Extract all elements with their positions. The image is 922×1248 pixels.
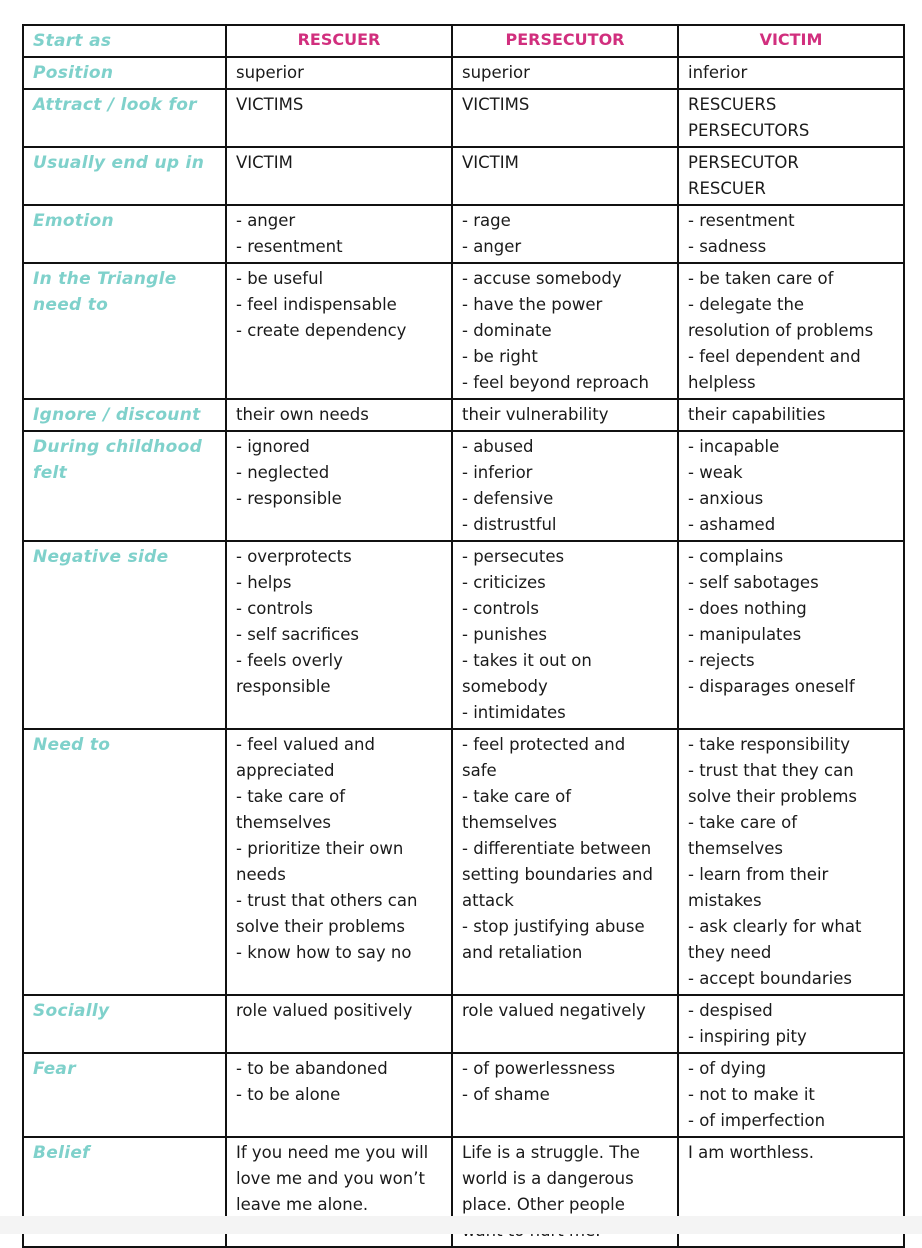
- drama-triangle-table: [22, 24, 905, 1248]
- page-bottom-margin: [0, 1216, 922, 1234]
- cell-line: VICTIM: [462, 153, 519, 172]
- cell-line: - to be alone: [236, 1085, 341, 1104]
- cell-line: superior: [462, 63, 530, 82]
- drama-triangle-document: [22, 24, 903, 1248]
- cell-line: - inferior: [462, 463, 533, 482]
- cell-rescuer: [226, 399, 452, 431]
- cell-rescuer: [226, 263, 452, 399]
- cell-line: - despised: [688, 1001, 773, 1020]
- column-header-rescuer: RESCUER: [226, 25, 452, 57]
- cell-line: - be right: [462, 347, 538, 366]
- cell-line: needs: [236, 865, 286, 884]
- cell-victim: [678, 541, 904, 729]
- cell-victim: [678, 89, 904, 147]
- cell-victim: [678, 1053, 904, 1137]
- corner-label: Start as: [23, 25, 226, 57]
- cell-victim: [678, 995, 904, 1053]
- cell-line: their vulnerability: [462, 405, 609, 424]
- cell-line: - dominate: [462, 321, 552, 340]
- cell-line: - trust that others can: [236, 891, 418, 910]
- cell-line: their capabilities: [688, 405, 826, 424]
- cell-line: their own needs: [236, 405, 369, 424]
- cell-persecutor: [452, 263, 678, 399]
- column-header-persecutor: PERSECUTOR: [452, 25, 678, 57]
- cell-line: - of shame: [462, 1085, 550, 1104]
- cell-persecutor: [452, 89, 678, 147]
- cell-line: RESCUERS: [688, 95, 777, 114]
- cell-line: role valued positively: [236, 1001, 413, 1020]
- cell-line: - feels overly: [236, 651, 343, 670]
- cell-line: - accept boundaries: [688, 969, 852, 988]
- cell-line: - self sabotages: [688, 573, 819, 592]
- cell-line: - resentment: [236, 237, 343, 256]
- row-label-line: Ignore / discount: [33, 405, 201, 425]
- cell-line: - have the power: [462, 295, 603, 314]
- table-row: [23, 89, 904, 147]
- row-label-line: Negative side: [33, 547, 169, 567]
- cell-line: solve their problems: [236, 917, 405, 936]
- cell-line: - helps: [236, 573, 292, 592]
- row-label: [23, 263, 226, 399]
- cell-line: VICTIMS: [462, 95, 530, 114]
- cell-line: - delegate the: [688, 295, 805, 314]
- cell-line: - inspiring pity: [688, 1027, 807, 1046]
- cell-line: I am worthless.: [688, 1143, 815, 1162]
- row-label: [23, 431, 226, 541]
- cell-line: - controls: [462, 599, 539, 618]
- row-label-line: Fear: [33, 1059, 76, 1079]
- cell-rescuer: [226, 729, 452, 995]
- cell-line: - anger: [462, 237, 522, 256]
- cell-victim: [678, 57, 904, 89]
- row-label-line: Usually end up in: [33, 153, 205, 173]
- row-label: [23, 57, 226, 89]
- cell-line: - controls: [236, 599, 313, 618]
- row-label: [23, 1053, 226, 1137]
- cell-line: - not to make it: [688, 1085, 815, 1104]
- table-row: [23, 263, 904, 399]
- cell-victim: [678, 431, 904, 541]
- cell-persecutor: [452, 541, 678, 729]
- cell-line: - complains: [688, 547, 784, 566]
- cell-line: - punishes: [462, 625, 547, 644]
- cell-line: - defensive: [462, 489, 554, 508]
- cell-line: love me and you won’t: [236, 1169, 425, 1188]
- cell-line: RESCUER: [688, 179, 766, 198]
- cell-line: - anger: [236, 211, 296, 230]
- table-row: [23, 57, 904, 89]
- cell-line: - distrustful: [462, 515, 557, 534]
- cell-line: helpless: [688, 373, 756, 392]
- cell-line: - take care of: [236, 787, 346, 806]
- row-label: [23, 147, 226, 205]
- row-label-line: During childhood: [33, 437, 203, 457]
- cell-line: - weak: [688, 463, 743, 482]
- column-header-victim: VICTIM: [678, 25, 904, 57]
- row-label: [23, 89, 226, 147]
- header-row: [23, 25, 904, 57]
- cell-line: - trust that they can: [688, 761, 854, 780]
- cell-line: - manipulates: [688, 625, 802, 644]
- cell-line: role valued negatively: [462, 1001, 646, 1020]
- cell-line: - resentment: [688, 211, 795, 230]
- cell-line: - rejects: [688, 651, 755, 670]
- cell-line: - overprotects: [236, 547, 352, 566]
- cell-line: - ignored: [236, 437, 310, 456]
- cell-line: - feel beyond reproach: [462, 373, 650, 392]
- table-row: [23, 147, 904, 205]
- table-row: [23, 729, 904, 995]
- cell-line: - of imperfection: [688, 1111, 826, 1130]
- cell-line: they need: [688, 943, 772, 962]
- cell-line: - ashamed: [688, 515, 776, 534]
- cell-line: safe: [462, 761, 497, 780]
- cell-rescuer: [226, 89, 452, 147]
- row-label: [23, 205, 226, 263]
- cell-line: - responsible: [236, 489, 342, 508]
- table-body: [23, 25, 904, 1247]
- cell-line: - be useful: [236, 269, 324, 288]
- row-label-line: Emotion: [33, 211, 114, 231]
- cell-line: - disparages oneself: [688, 677, 855, 696]
- cell-rescuer: [226, 147, 452, 205]
- cell-line: themselves: [462, 813, 557, 832]
- table-row: [23, 1053, 904, 1137]
- cell-line: PERSECUTOR: [688, 153, 799, 172]
- row-label: [23, 995, 226, 1053]
- cell-line: Life is a struggle. The: [462, 1143, 640, 1162]
- row-label-line: Belief: [33, 1143, 90, 1163]
- cell-line: themselves: [688, 839, 783, 858]
- cell-rescuer: [226, 1053, 452, 1137]
- cell-line: - accuse somebody: [462, 269, 622, 288]
- cell-line: - rage: [462, 211, 511, 230]
- cell-line: - feel protected and: [462, 735, 626, 754]
- row-label-line: Attract / look for: [33, 95, 197, 115]
- cell-line: - of powerlessness: [462, 1059, 616, 1078]
- cell-persecutor: [452, 399, 678, 431]
- cell-line: - sadness: [688, 237, 767, 256]
- cell-victim: [678, 729, 904, 995]
- cell-line: - criticizes: [462, 573, 546, 592]
- cell-persecutor: [452, 147, 678, 205]
- cell-line: attack: [462, 891, 514, 910]
- cell-line: - takes it out on: [462, 651, 592, 670]
- cell-line: - feel dependent and: [688, 347, 861, 366]
- table-row: [23, 541, 904, 729]
- cell-line: - take care of: [688, 813, 798, 832]
- cell-victim: [678, 205, 904, 263]
- cell-persecutor: [452, 57, 678, 89]
- cell-line: - differentiate between: [462, 839, 652, 858]
- cell-line: - neglected: [236, 463, 330, 482]
- cell-line: superior: [236, 63, 304, 82]
- cell-line: themselves: [236, 813, 331, 832]
- cell-line: and retaliation: [462, 943, 583, 962]
- cell-line: solve their problems: [688, 787, 857, 806]
- cell-line: VICTIM: [236, 153, 293, 172]
- cell-rescuer: [226, 995, 452, 1053]
- row-label-line: felt: [33, 463, 68, 483]
- cell-line: responsible: [236, 677, 331, 696]
- cell-line: place. Other people: [462, 1195, 625, 1214]
- cell-line: - persecutes: [462, 547, 565, 566]
- table-row: [23, 431, 904, 541]
- cell-line: - does nothing: [688, 599, 807, 618]
- row-label-line: Position: [33, 63, 114, 83]
- cell-line: appreciated: [236, 761, 335, 780]
- cell-line: leave me alone.: [236, 1195, 369, 1214]
- cell-line: setting boundaries and: [462, 865, 653, 884]
- cell-rescuer: [226, 431, 452, 541]
- row-label-line: Need to: [33, 735, 111, 755]
- cell-rescuer: [226, 541, 452, 729]
- cell-line: world is a dangerous: [462, 1169, 634, 1188]
- cell-rescuer: [226, 205, 452, 263]
- cell-line: - take care of: [462, 787, 572, 806]
- cell-rescuer: [226, 57, 452, 89]
- row-label: [23, 541, 226, 729]
- cell-victim: [678, 147, 904, 205]
- cell-persecutor: [452, 205, 678, 263]
- cell-line: - to be abandoned: [236, 1059, 388, 1078]
- cell-line: - incapable: [688, 437, 780, 456]
- cell-persecutor: [452, 431, 678, 541]
- row-label-line: need to: [33, 295, 109, 315]
- cell-line: VICTIMS: [236, 95, 304, 114]
- cell-persecutor: [452, 995, 678, 1053]
- cell-line: somebody: [462, 677, 548, 696]
- cell-line: - self sacrifices: [236, 625, 359, 644]
- cell-persecutor: [452, 1053, 678, 1137]
- cell-line: resolution of problems: [688, 321, 874, 340]
- table-row: [23, 995, 904, 1053]
- row-label-line: In the Triangle: [33, 269, 177, 289]
- cell-line: - abused: [462, 437, 534, 456]
- cell-line: mistakes: [688, 891, 762, 910]
- cell-victim: [678, 263, 904, 399]
- cell-line: - stop justifying abuse: [462, 917, 645, 936]
- cell-line: inferior: [688, 63, 748, 82]
- cell-line: - ask clearly for what: [688, 917, 862, 936]
- cell-line: PERSECUTORS: [688, 121, 810, 140]
- cell-line: - create dependency: [236, 321, 407, 340]
- cell-line: - know how to say no: [236, 943, 412, 962]
- row-label: [23, 399, 226, 431]
- cell-line: - prioritize their own: [236, 839, 404, 858]
- cell-victim: [678, 399, 904, 431]
- table-row: [23, 205, 904, 263]
- cell-line: - learn from their: [688, 865, 829, 884]
- cell-persecutor: [452, 729, 678, 995]
- cell-line: - take responsibility: [688, 735, 850, 754]
- cell-line: - anxious: [688, 489, 764, 508]
- cell-line: - intimidates: [462, 703, 566, 722]
- cell-line: - be taken care of: [688, 269, 834, 288]
- row-label: [23, 729, 226, 995]
- row-label-line: Socially: [33, 1001, 110, 1021]
- cell-line: - feel indispensable: [236, 295, 397, 314]
- table-row: [23, 399, 904, 431]
- cell-line: If you need me you will: [236, 1143, 429, 1162]
- cell-line: - of dying: [688, 1059, 767, 1078]
- cell-line: - feel valued and: [236, 735, 375, 754]
